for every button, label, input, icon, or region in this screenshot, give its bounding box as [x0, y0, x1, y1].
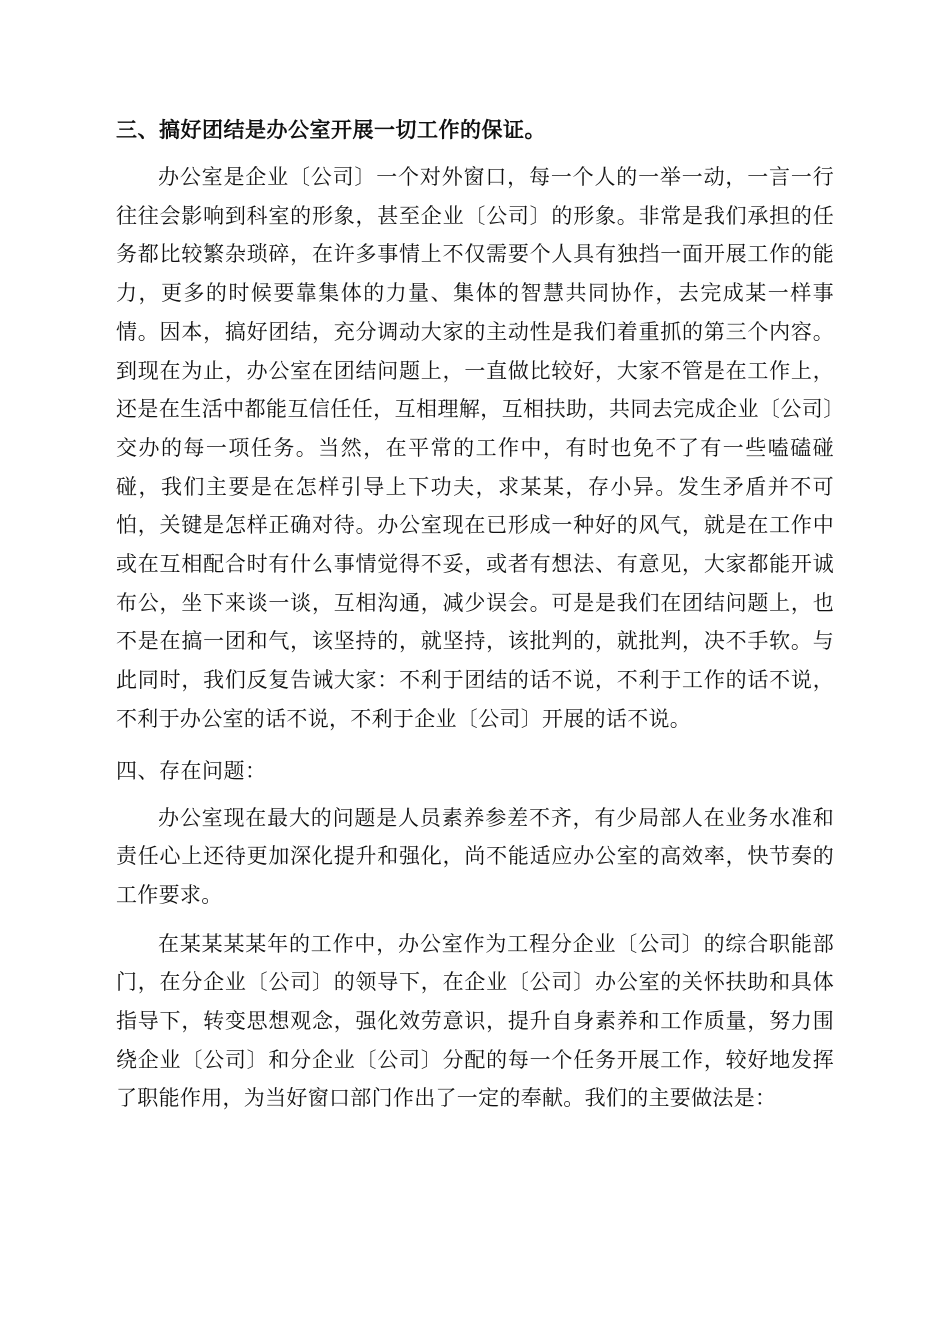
document-page	[116, 108, 834, 1128]
section-3-paragraph: 办公室是企业〔公司〕一个对外窗口，每一个人的一举一动，一言一行往往会影响到科室的形象，甚至企业〔公司〕的形象。非常是我们承担的任务都比较繁杂琐碎，在许多事情上不仅需要个人具有独挡一面开展工作的能力，更多的时候要靠集体的力量、集体的智慧共同协作，去完成某一样事情。因本，搞好团结，充分调动大家的主动性是我们着重抓的第三个内容。到现在为止，办公室在团结问题上，一直做比较好，大家不管是在工作上，还是在生活中都能互信任任，互相理解，互相扶助，共同去完成企业〔公司〕交办的每一项任务。当然，在平常的工作中，有时也免不了有一些嗑磕碰碰，我们主要是在怎样引导上下功夫，求某某，存小异。发生矛盾并不可怕，关键是怎样正确对待。办公室现在已形成一种好的风气，就是在工作中或在互相配合时有什么事情觉得不妥，或者有想法、有意见，大家都能开诚布公，坐下来谈一谈，互相沟通，减少误会。可是是我们在团结问题上，也不是在搞一团和气，该坚持的，就坚持，该批判的，就批判，决不手软。与此同时，我们反复告诫大家：不利于团结的话不说，不利于工作的话不说，不利于办公室的话不说，不利于企业〔公司〕开展的话不说。	[116, 165, 834, 731]
section-4-paragraph: 办公室现在最大的问题是人员素养参差不齐，有少局部人在业务水准和责任心上还待更加深化提升和强化，尚不能适应办公室的高效率，快节奏的工作要求。	[116, 805, 834, 907]
closing-paragraph: 在某某某某年的工作中，办公室作为工程分企业〔公司〕的综合职能部门，在分企业〔公司〕的领导下，在企业〔公司〕办公室的关怀扶助和具体指导下，转变思想观念，强化效劳意识，提升自身素养和工作质量，努力围绕企业〔公司〕和分企业〔公司〕分配的每一个任务开展工作，较好地发挥了职能作用，为当好窗口部门作出了一定的奉献。我们的主要做法是：	[116, 931, 834, 1111]
section-4-heading: 四、存在问题：	[116, 758, 267, 783]
section-3-heading: 三、搞好团结是办公室开展一切工作的保证。	[116, 117, 546, 142]
